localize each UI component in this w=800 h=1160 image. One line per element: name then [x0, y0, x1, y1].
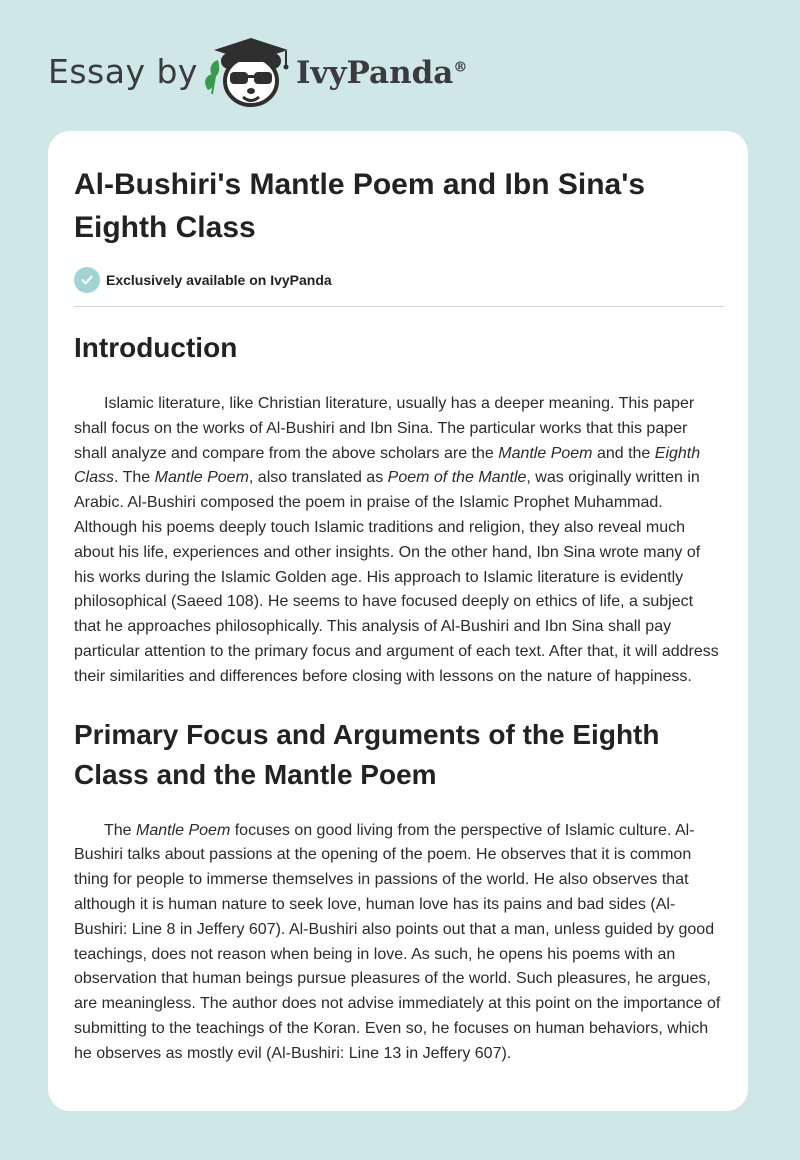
brand-name[interactable] [296, 55, 467, 91]
site-header [0, 0, 800, 130]
check-circle-icon [74, 267, 100, 293]
exclusive-label: Exclusively available on IvyPanda [106, 272, 332, 288]
section-paragraph-primary-focus [74, 819, 724, 1067]
registered-mark: ® [453, 59, 468, 76]
italic-title: Mantle Poem [154, 469, 249, 487]
brand-prefix: Essay by [48, 52, 198, 91]
text-run: and the [592, 444, 655, 462]
text-run: , was originally written in Arabic. Al-Bushiri composed the poem in praise of the Islamic Prophet Muhammad. Although his poems deeply touch Islamic traditions and religion, they also reveal much about his life, experiences and other insights. On the other hand, Ibn Sina wrote many of his works during the Islamic Golden age. His approach to Islamic literature is evidently philosophical (Saeed 108). He seems to have focused deeply on ethics of life, a subject that he approaches philosophically. This analysis of Al-Bushiri and Ibn Sina shall pay particular attention to the primary focus and argument of each text. After that, it will address their similarities and differences before closing with lessons on the nature of happiness. [74, 469, 719, 685]
divider [74, 306, 724, 307]
exclusive-badge [74, 267, 724, 293]
section-heading-introduction: Introduction [74, 332, 238, 363]
italic-title: Mantle Poem [498, 444, 593, 462]
panda-graduate-icon[interactable] [200, 34, 296, 110]
text-run: The [104, 821, 137, 839]
section-paragraph-introduction [74, 392, 724, 690]
brand-name-text: IvyPanda [296, 55, 454, 91]
essay-title: Al-Bushiri's Mantle Poem and Ibn Sina's Eighth Class [74, 168, 646, 244]
text-run: , also translated as [248, 469, 388, 487]
text-run: focuses on good living from the perspective of Islamic culture. Al-Bushiri talks about passions at the opening of the poem. He observes that it is common thing for people to immerse themselves in passions of the world. He also observes that although it is human nature to seek love, human love has its pains and bad sides (Al-Bushiri: Line 8 in Jeffery 607). Al-Bushiri also points out that a man, unless guided by good teachings, does not reason when being in love. As such, he opens his poems with an observation that human beings pursue pleasures of the world. Such pleasures, he argues, are meaningless. The author does not advise immediately at this point on the importance of submitting to the teachings of the Koran. Even so, he focuses on human behaviors, which he observes as mostly evil (Al-Bushiri: Line 13 in Jeffery 607). [74, 821, 721, 1062]
text-run: Islamic literature, like Christian literature, usually has a deeper meaning. This paper shall focus on the works of Al-Bushiri and Ibn Sina. The particular works that this paper shall analyze and compare from the above scholars are the [74, 395, 695, 462]
italic-title: Mantle Poem [136, 821, 231, 839]
section-heading-primary-focus: Primary Focus and Arguments of the Eighth Class and the Mantle Poem [74, 718, 660, 790]
italic-title: Poem of the Mantle [387, 469, 527, 487]
text-run: . The [114, 469, 155, 487]
essay-content [74, 163, 724, 1067]
essay-card [48, 131, 748, 1111]
italic-title: Eighth Class [74, 444, 701, 487]
